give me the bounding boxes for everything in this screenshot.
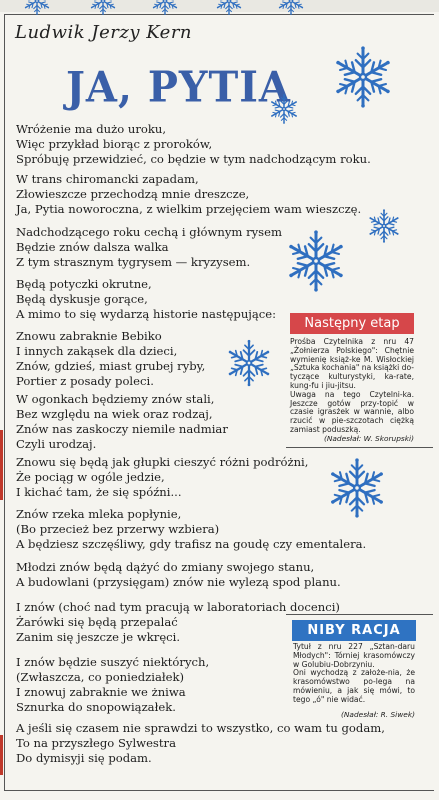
poem-line: Więc przykład biorąc z proroków, (16, 137, 213, 151)
poem-line: Spróbuję przewidzieć, co będzie w tym nadchodzącym roku. (16, 152, 371, 166)
poem-line: Sznurka do snopowiązałek. (16, 700, 176, 714)
poem-line: (Bo przecież bez przerwy wzbiera) (16, 522, 220, 536)
snowflake-icon (150, 0, 180, 16)
stanza (16, 507, 366, 552)
stanza (16, 721, 385, 766)
snowflake-icon (88, 0, 118, 16)
stanza (16, 225, 282, 270)
poem-line: Znów, gdzieś, miast grubej ryby, (16, 359, 206, 373)
sidebar-heading: Następny etap (290, 313, 414, 334)
poem-line: To na przyszłego Sylwestra (16, 736, 176, 750)
poem-line: Bez względu na wiek oraz rodzaj, (16, 407, 213, 421)
poem-line: Znów rzeka mleka popłynie, (16, 507, 182, 521)
poem-line: Znowu się będą jak głupki cieszyć różni podróżni, (16, 455, 309, 469)
stanza (16, 455, 308, 500)
stanza (16, 392, 228, 452)
poem-line: Czyli urodzaj. (16, 437, 97, 451)
poem-line: Będą dyskusje gorące, (16, 292, 148, 306)
stanza (16, 329, 205, 389)
poem-line: W trans chiromancki zapadam, (16, 172, 199, 186)
poem-line: I znów będzie suszyć niektórych, (16, 655, 210, 669)
left-edge-mark (0, 735, 3, 775)
poem-line: Złowieszcze przechodzą mnie dreszcze, (16, 187, 250, 201)
sidebar-paragraph: Tytuł z nru 227 „Sztan-daru Młodych": Tórniej krasomówczy w Golubiu-Dobrzyniu. (293, 642, 415, 669)
poem-line: Znowu zabraknie Bebiko (16, 329, 162, 343)
poem-line: Portier z posady poleci. (16, 374, 154, 388)
poem-line: Będą potyczki okrutne, (16, 277, 152, 291)
divider (286, 447, 433, 448)
sidebar-paragraph: Prośba Czytelnika z nru 47 „Żołnierza Polskiego": Chętnie wymienię książ-ke M. Wisłockiej „Sztuka kochania" na książki do-tyczące kulturystyki, ka-rate, kung-fu i jiu-jitsu. (290, 337, 415, 390)
sidebar-heading: NIBY RACJA (292, 620, 416, 641)
sidebar-body (293, 643, 415, 705)
stanza (16, 172, 361, 217)
snowflake-icon (366, 208, 402, 244)
sidebar-body (290, 338, 414, 435)
sidebar-signature: (Nadesłał: W. Skorupski) (323, 434, 414, 443)
snowflake-icon (276, 0, 306, 16)
divider (286, 614, 433, 615)
snowflake-icon (283, 228, 349, 294)
poem-line: I znów (choć nad tym pracują w laboratoriach docenci) (16, 600, 340, 614)
poem-line: Do dymisyji się podam. (16, 751, 152, 765)
poem-line: A mimo to się wydarzą historie następujące: (16, 307, 277, 321)
poem-line: Ja, Pytia noworoczna, z wielkim przejęciem wam wieszczę. (16, 202, 362, 216)
poem-line: A budowlani (przysięgam) znów nie wylezą spod planu. (16, 575, 341, 589)
poem-line: Żarówki się będą przepalać (16, 615, 178, 629)
poem-line: A jeśli się czasem nie sprawdzi to wszystko, co wam tu godam, (16, 721, 385, 735)
poem-line: Wróżenie ma dużo uroku, (16, 122, 167, 136)
poem-line: A będziesz szczęśliwy, gdy trafisz na goudę czy ementalera. (16, 537, 367, 551)
stanza (16, 655, 209, 715)
author-name: Ludwik Jerzy Kern (15, 22, 193, 43)
poem-line: Znów nas zaskoczy niemile nadmiar (16, 422, 228, 436)
poem-line: Z tym strasznym tygrysem — kryzysem. (16, 255, 251, 269)
poem-line: W ogonkach będziemy znów stali, (16, 392, 215, 406)
poem-title: JA, PYTIA (66, 62, 291, 113)
left-edge-mark (0, 430, 3, 500)
snowflake-icon (22, 0, 52, 16)
stanza (16, 560, 341, 590)
poem-line: Że pociąg w ogóle jedzie, (16, 470, 165, 484)
snowflake-icon (214, 0, 244, 16)
sidebar-paragraph: Oni wychodzą z założe-nia, że krasomówstwo po-lega na mówieniu, a jak się mówi, to tego „ó" nie widać. (293, 668, 415, 704)
poem-line: I kichać tam, że się spóźni... (16, 485, 182, 499)
poem-line: I innych zakąsek dla dzieci, (16, 344, 178, 358)
sidebar-signature: (Nadesłał: R. Siwek) (341, 710, 415, 719)
poem-line: (Zwłaszcza, co poniedziałek) (16, 670, 185, 684)
sidebar-paragraph: Uwaga na tego Czytelni-ka. Jeszcze gotów przy-topić w czasie igrasżek w wannie, albo rzucić w pie-szczotach ciężką zamiast poduszką. (290, 389, 414, 434)
snowflake-icon (330, 44, 396, 110)
poem-line: Młodzi znów będą dążyć do zmiany swojego stanu, (16, 560, 315, 574)
stanza (16, 277, 276, 322)
stanza (16, 122, 371, 167)
snowflake-icon (268, 93, 300, 125)
snowflake-icon (224, 338, 274, 388)
poem-line: I znowuj zabraknie we żniwa (16, 685, 186, 699)
poem-line: Zanim się jeszcze je wkręci. (16, 630, 181, 644)
poem-line: Będzie znów dalsza walka (16, 240, 169, 254)
poem-line: Nadchodzącego roku cechą i głównym rysem (16, 225, 282, 239)
